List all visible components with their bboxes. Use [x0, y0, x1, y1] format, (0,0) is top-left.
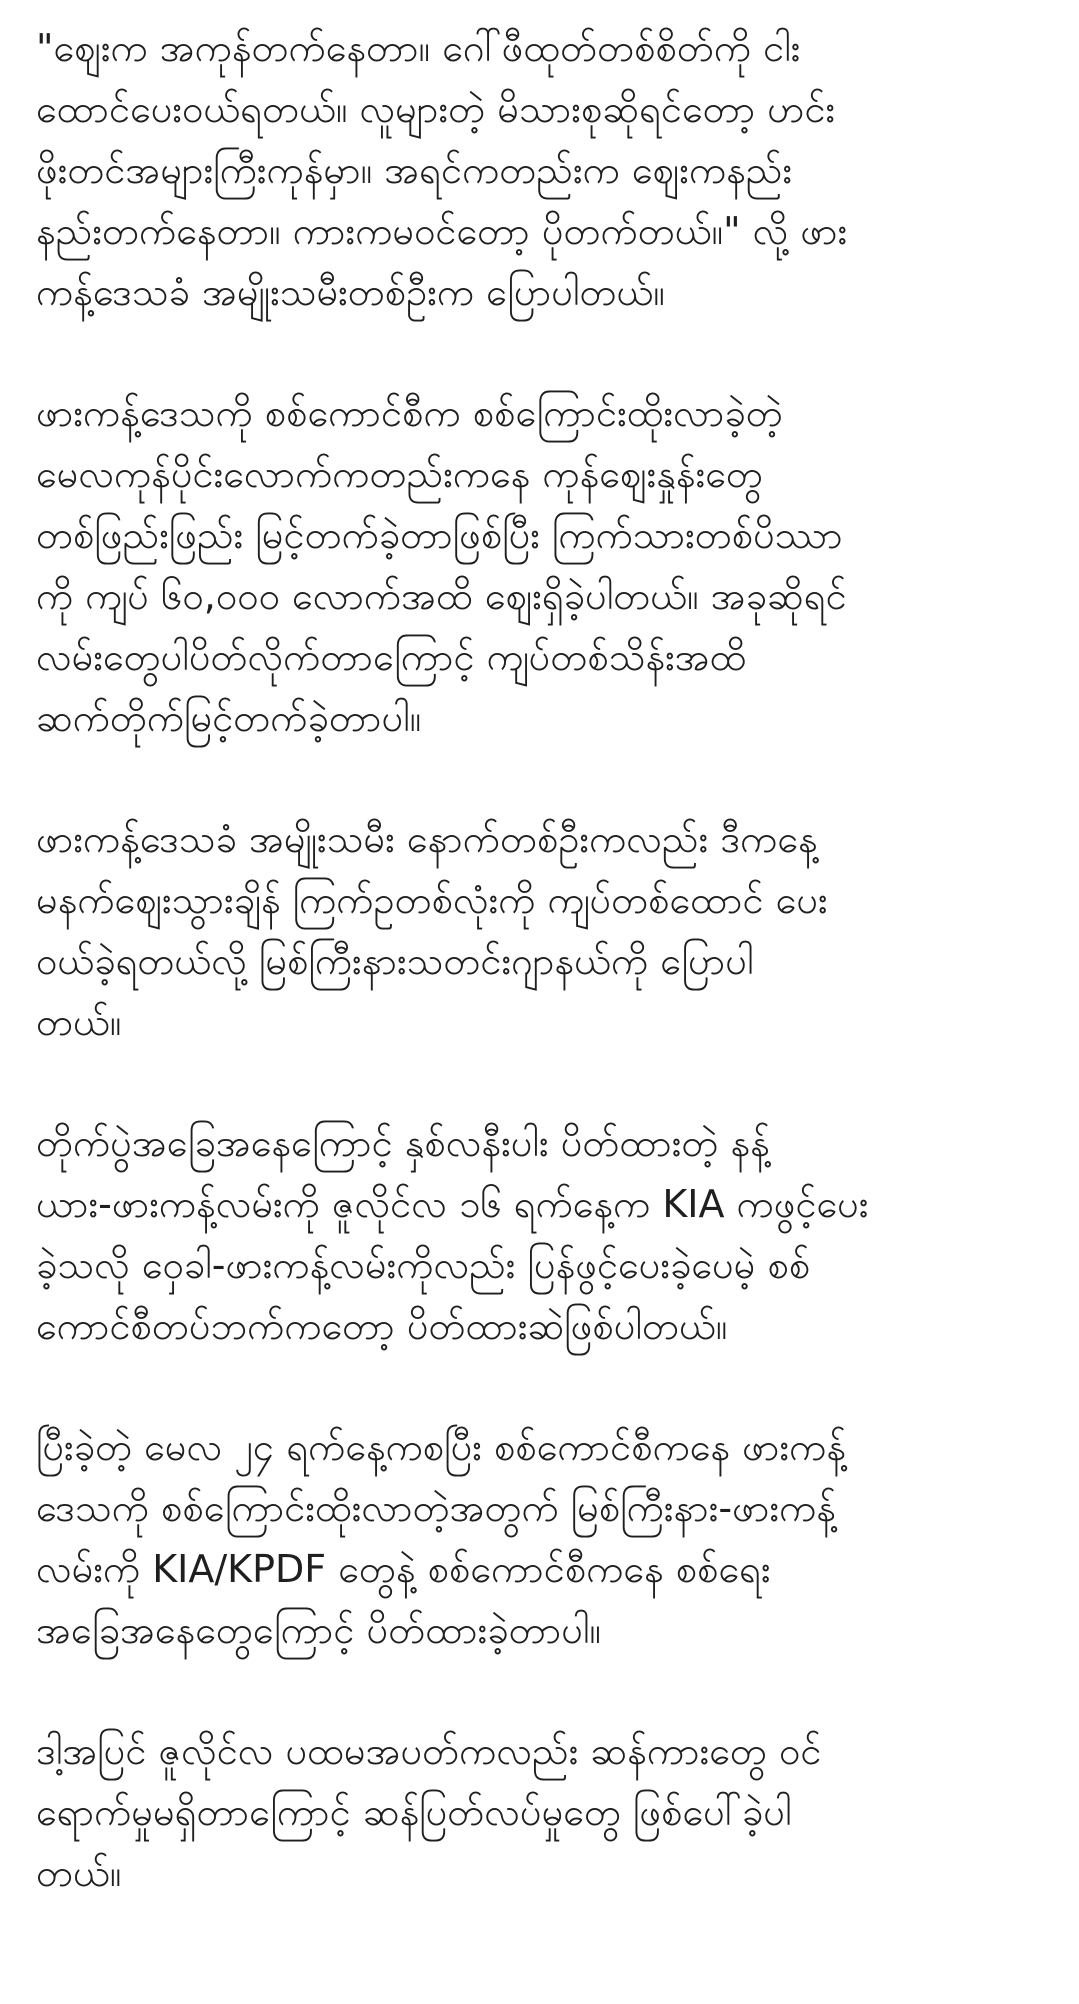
paragraph-4 [36, 1113, 1043, 1357]
text-line: တယ်။ [36, 1851, 122, 1895]
text-line: တိုက်ပွဲအခြေအနေကြောင့် နှစ်လနီးပါး ပိတ်ထားတဲ့ နန့် [36, 1121, 770, 1165]
paragraph-spacer [36, 1661, 1043, 1721]
text-line: မနက်ဈေးသွားချိန် ကြက်ဥတစ်လုံးကို ကျပ်တစ်ထောင် ပေး [36, 878, 828, 922]
paragraph-spacer [36, 1357, 1043, 1417]
text-line: ကို ကျပ် ၆၀,၀၀၀ လောက်အထိ ဈေးရှိခဲ့ပါတယ်။ အခုဆိုရင် [36, 574, 847, 618]
paragraph-6 [36, 1721, 1043, 1904]
text-line: ယား-ဖားကန့်လမ်းကို ဇူလိုင်လ ၁၆ ရက်နေ့က KIA ကဖွင့်ပေး [36, 1182, 869, 1226]
text-line: တယ်။ [36, 1000, 122, 1044]
text-line: ဒေသကို စစ်ကြောင်းထိုးလာတဲ့အတွက် မြစ်ကြီးနား-ဖားကန့် [36, 1486, 836, 1530]
paragraph-spacer [36, 323, 1043, 383]
text-line: တစ်ဖြည်းဖြည်း မြင့်တက်ခဲ့တာဖြစ်ပြီး ကြက်သားတစ်ပိဿာ [36, 513, 843, 557]
text-line: ပြီးခဲ့တဲ့ မေလ ၂၄ ရက်နေ့ကစပြီး စစ်ကောင်စီကနေ ဖားကန့် [36, 1425, 847, 1469]
paragraph-spacer [36, 1053, 1043, 1113]
text-line: နည်းတက်နေတာ။ ကားကမဝင်တော့ ပိုတက်တယ်။" လို့ ဖား [36, 209, 848, 253]
text-line: ကောင်စီတပ်ဘက်ကတော့ ပိတ်ထားဆဲဖြစ်ပါတယ်။ [36, 1304, 728, 1348]
text-line: "ဈေးက အကုန်တက်နေတာ။ ဂေါ်ဖီထုတ်တစ်စိတ်ကို ငါး [36, 26, 801, 70]
text-line: ကန့်ဒေသခံ အမျိုးသမီးတစ်ဦးက ပြောပါတယ်။ [36, 270, 665, 314]
text-line: ရောက်မှုမရှိတာကြောင့် ဆန်ပြတ်လပ်မှုတွေ ဖြစ်ပေါ်ခဲ့ပါ [36, 1790, 792, 1834]
text-line: အခြေအနေတွေကြောင့် ပိတ်ထားခဲ့တာပါ။ [36, 1608, 601, 1652]
paragraph-5 [36, 1417, 1043, 1661]
paragraph-2 [36, 383, 1043, 749]
paragraph-1 [36, 18, 1043, 323]
text-line: လမ်းကို KIA/KPDF တွေနဲ့ စစ်ကောင်စီကနေ စစ်ရေး [36, 1547, 771, 1591]
text-line: လမ်းတွေပါပိတ်လိုက်တာကြောင့် ကျပ်တစ်သိန်းအထိ [36, 635, 747, 679]
text-line: မေလကုန်ပိုင်းလောက်ကတည်းကနေ ကုန်ဈေးနှုန်းတွေ [36, 452, 763, 496]
paragraph-spacer [36, 749, 1043, 809]
text-line: ဖားကန့်ဒေသခံ အမျိုးသမီး နောက်တစ်ဦးကလည်း ဒီကနေ့ [36, 817, 818, 861]
text-line: ဆက်တိုက်မြင့်တက်ခဲ့တာပါ။ [36, 696, 422, 740]
text-line: ထောင်ပေးဝယ်ရတယ်။ လူများတဲ့ မိသားစုဆိုရင်တော့ ဟင်း [36, 87, 836, 131]
paragraph-3 [36, 809, 1043, 1053]
text-line: ဒါ့အပြင် ဇူလိုင်လ ပထမအပတ်ကလည်း ဆန်ကားတွေ ဝင် [36, 1729, 822, 1773]
text-line: ဖားကန့်ဒေသကို စစ်ကောင်စီက စစ်ကြောင်းထိုးလာခဲ့တဲ့ [36, 391, 783, 435]
text-line: ဖိုးတင်အများကြီးကုန်မှာ။ အရင်ကတည်းက ဈေးကနည်း [36, 148, 793, 192]
text-line: ခဲ့သလို ဝှေခါ-ဖားကန့်လမ်းကိုလည်း ပြန်ဖွင့်ပေးခဲ့ပေမဲ့ စစ် [36, 1243, 811, 1287]
text-line: ဝယ်ခဲ့ရတယ်လို့ မြစ်ကြီးနားသတင်းဂျာနယ်ကို ပြောပါ [36, 939, 754, 983]
